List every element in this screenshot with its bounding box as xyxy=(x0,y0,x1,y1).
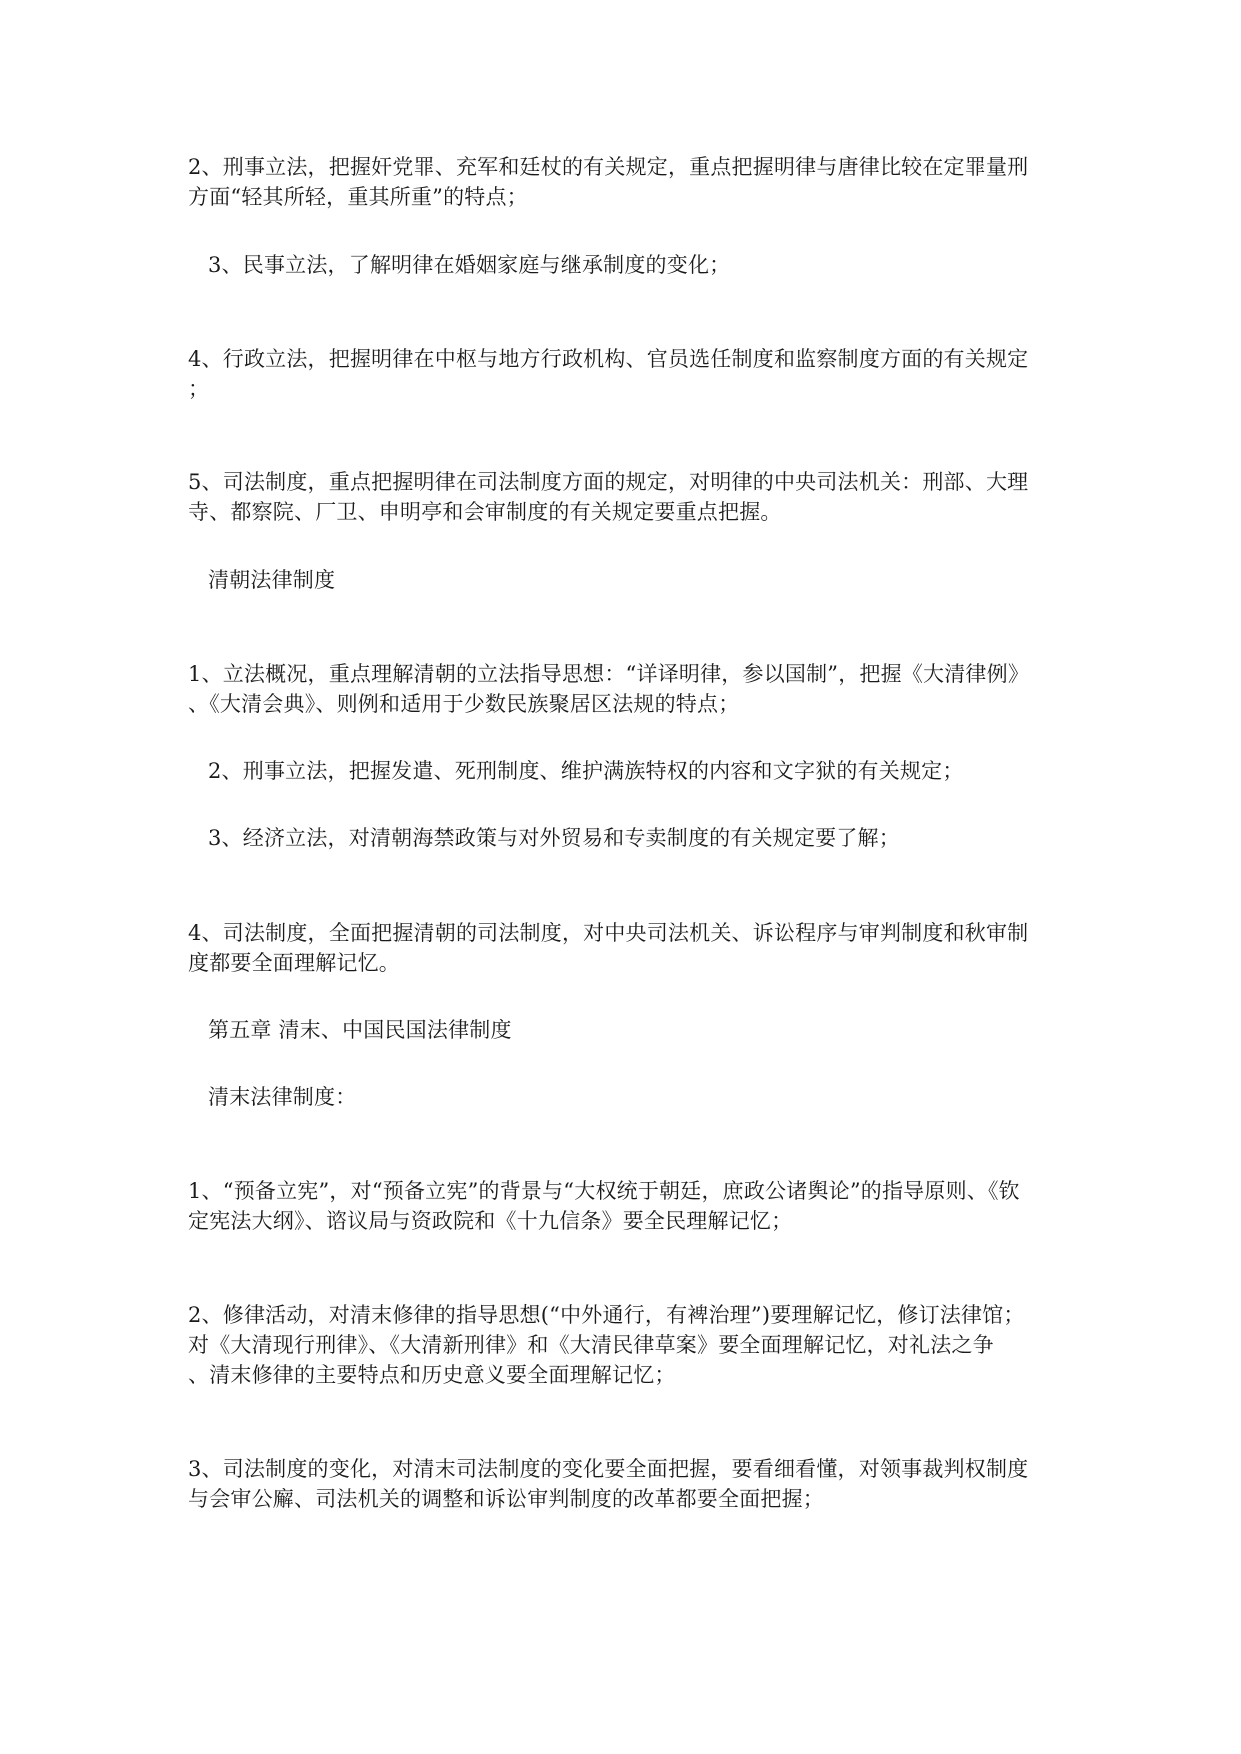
text-line: 度都要全面理解记忆。 xyxy=(188,951,400,975)
text-line: 3、民事立法，了解明律在婚姻家庭与继承制度的变化； xyxy=(208,253,731,277)
text-line: 、《大清会典》、则例和适用于少数民族聚居区法规的特点； xyxy=(188,692,740,716)
text-line: 2、刑事立法，把握奸党罪、充军和廷杖的有关规定，重点把握明律与唐律比较在定罪量刑 xyxy=(188,155,1029,179)
text-line: 、清末修律的主要特点和历史意义要全面理解记忆； xyxy=(188,1363,676,1387)
text-line: 方面“轻其所轻，重其所重”的特点； xyxy=(188,185,528,209)
text-line: 5、司法制度，重点把握明律在司法制度方面的规定，对明律的中央司法机关：刑部、大理 xyxy=(188,470,1029,494)
text-line: 3、司法制度的变化，对清末司法制度的变化要全面把握，要看细看懂，对领事裁判权制度 xyxy=(188,1457,1029,1481)
text-line: 定宪法大纲》、谘议局与资政院和《十九信条》要全民理解记忆； xyxy=(188,1209,793,1233)
text-line: 4、司法制度，全面把握清朝的司法制度，对中央司法机关、诉讼程序与审判制度和秋审制 xyxy=(188,921,1029,945)
text-line: 1、“预备立宪”，对“预备立宪”的背景与“大权统于朝廷，庶政公诸舆论”的指导原则、《钦 xyxy=(188,1179,1020,1203)
text-line: 对《大清现行刑律》、《大清新刑律》和《大清民律草案》要全面理解记忆，对礼法之争 xyxy=(188,1333,994,1357)
text-line: 1、立法概况，重点理解清朝的立法指导思想：“详译明律，参以国制”，把握《大清律例》 xyxy=(188,662,1030,686)
text-line: 2、刑事立法，把握发遣、死刑制度、维护满族特权的内容和文字狱的有关规定； xyxy=(208,759,964,783)
section-heading: 清末法律制度： xyxy=(208,1085,357,1109)
text-line: 寺、都察院、厂卫、申明亭和会审制度的有关规定要重点把握。 xyxy=(188,500,782,524)
section-heading: 清朝法律制度 xyxy=(208,568,336,592)
text-line: 与会审公廨、司法机关的调整和诉讼审判制度的改革都要全面把握； xyxy=(188,1487,824,1511)
text-line: 2、修律活动，对清末修律的指导思想(“中外通行，有裨治理”)要理解记忆，修订法律馆； xyxy=(188,1303,1025,1327)
chapter-heading: 第五章 清末、中国民国法律制度 xyxy=(208,1018,512,1042)
text-line: ； xyxy=(188,377,210,401)
text-line: 4、行政立法，把握明律在中枢与地方行政机构、官员选任制度和监察制度方面的有关规定 xyxy=(188,347,1029,371)
text-line: 3、经济立法，对清朝海禁政策与对外贸易和专卖制度的有关规定要了解； xyxy=(208,826,900,850)
